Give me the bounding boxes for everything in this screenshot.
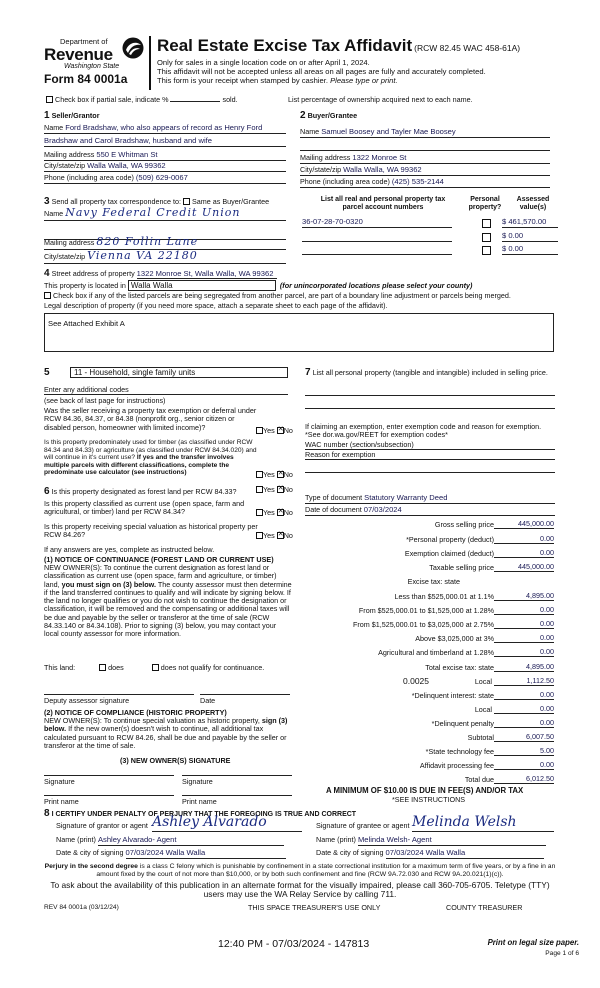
owner-signature-field[interactable]: [44, 775, 174, 776]
deputy-signature-field[interactable]: [44, 694, 194, 695]
grantee-name-row: [316, 836, 546, 846]
partial-sale-row: [46, 96, 238, 104]
personal-property-list: [305, 367, 555, 379]
deputy-signature-label: Deputy assessor signature: [44, 696, 130, 705]
tier1-value[interactable]: 4,895.00: [494, 592, 554, 601]
corr-mail-row: [44, 236, 286, 250]
seller-name-field[interactable]: Ford Bradshaw, who also appears of record as Henry Ford: [65, 123, 263, 132]
grantor-signature-label: Signature of grantor or agent: [56, 821, 148, 830]
partial-sale-label: Check box if partial sale, indicate %: [55, 95, 169, 104]
same-as-buyer-checkbox[interactable]: [183, 198, 190, 205]
timber-no-checkbox[interactable]: [277, 471, 284, 478]
does-qualify-checkbox[interactable]: [99, 664, 106, 671]
form-number: Form 84 0001a: [44, 72, 128, 86]
delinq-state-label: *Delinquent interest: state: [411, 691, 494, 700]
grantor-signature-row: [56, 822, 148, 830]
header-notice: [157, 58, 486, 85]
current-use-no-checkbox[interactable]: [277, 509, 284, 516]
seller-phone-label: Phone (including area code): [44, 173, 134, 182]
assessed-value-field[interactable]: $ 0.00: [502, 232, 558, 242]
wac-label: WAC number (section/subsection): [305, 440, 414, 449]
dept-line2: Revenue: [44, 45, 113, 64]
sold-label: sold.: [222, 95, 238, 104]
owner-print-label: Print name: [44, 797, 79, 806]
buyer-num: 2: [300, 110, 306, 121]
certify-text: I CERTIFY UNDER PENALTY OF PERJURY THAT THE FOREGOING IS TRUE AND CORRECT: [51, 811, 357, 818]
grantee-signature-label: Signature of grantee or agent: [316, 821, 410, 830]
buyer-name-row: [300, 128, 550, 138]
rcw-ref: (RCW 82.45 WAC 458-61A): [414, 43, 521, 53]
exemption-deduct-value[interactable]: 0.00: [494, 549, 554, 558]
swoosh-logo-icon: [120, 36, 146, 60]
segregate-label: Check box if any of the listed parcels are being segregated from another parcel, are part of a boundary line adjustment or parcels being merged.: [53, 291, 511, 300]
subtotal-label: Subtotal: [467, 733, 494, 742]
grantor-name-row: [56, 836, 284, 846]
doc-type-label: Type of document: [305, 493, 363, 502]
grantor-date-label: Date & city of signing: [56, 848, 124, 857]
exemption-question-text: Was the seller receiving a property tax exemption or deferral under RCW 84.36, 84.37, or 84.38 (nonprofit org., senior citizen or disabled person, homeowner with limited income)?: [44, 406, 257, 432]
current-use-answer: [256, 509, 293, 517]
exemption-answer: [256, 427, 293, 435]
sec6-num: 6: [44, 486, 50, 497]
grantee-date-field[interactable]: 07/03/2024 Walla Walla: [386, 849, 544, 859]
revision-code: REV 84 0001a (03/12/24): [44, 904, 119, 911]
total-due-value[interactable]: 6,012.50: [494, 775, 554, 784]
no-label: No: [283, 426, 293, 435]
use-code-select[interactable]: 11 - Household, single family units: [70, 367, 288, 378]
grantor-date-row: [56, 849, 286, 859]
taxable-price-label: Taxable selling price: [429, 563, 494, 572]
delinq-local-label: Local: [474, 705, 492, 714]
exemption-claim-note: If claiming an exemption, enter exemption code and reason for exemption. *See dor.wa.gov/REET for exemption codes*: [305, 422, 542, 440]
forest-no-checkbox[interactable]: [277, 486, 284, 493]
grantor-signature-image[interactable]: [152, 812, 302, 832]
compliance-body-c: If the new owner(s) doesn't wish to continue, all additional tax calculated pursuant to RCW 84.26, shall be due and payable by the seller or transferor at the time of sale.: [44, 724, 287, 750]
sec7-num: 7: [305, 367, 311, 378]
buyer-phone-row: [300, 178, 550, 188]
forest-question-text: Is this property designated as forest land per RCW 84.33?: [51, 487, 237, 496]
this-land-label: This land:: [44, 663, 76, 672]
corr-name-label: Name: [44, 209, 64, 218]
historic-question: Is this property receiving special valuation as historical property per RCW 84.26?: [44, 522, 258, 540]
grantee-name-label: Name (print): [316, 835, 356, 844]
add-codes-label: Enter any additional codes: [44, 385, 129, 394]
buyer-title: Buyer/Grantee: [307, 111, 358, 120]
add-codes-row: [44, 386, 288, 395]
page-number: Page 1 of 6: [545, 950, 579, 957]
buyer-mail-row: [300, 154, 550, 164]
perjury-text: is a class C felony which is punishable by confinement in a state correctional institution for a maximum term of five years, or by a fine in an amount fixed by the court of not more than $10,000, or by both such confinement and fine (RCW 9A.72.030 and RCW 9A.20.021(1)(c)).: [96, 863, 556, 878]
form-title: [157, 36, 520, 56]
timber-question-text: Is this property predominately used for timber (as classified under RCW 84.34 and 84.33) or agriculture (as classified under RCW 84.34.020) and will continue in it's current use?: [44, 439, 257, 462]
seller-num: 1: [44, 110, 50, 121]
forest-yes-checkbox[interactable]: [256, 486, 263, 493]
grantee-signature-scrawl: Melinda Welsh: [412, 814, 517, 830]
corr-mail-label: Mailing address: [44, 238, 95, 247]
continuance-body-a: NEW OWNER(S): To continue the current designation as forest land or classification as current use (open space, farm and agriculture, or timber) land,: [44, 563, 277, 589]
legal-description-box[interactable]: See Attached Exhibit A: [44, 313, 554, 352]
personal-property-checkbox[interactable]: [482, 219, 491, 228]
parcel-header-1: List all real and personal property tax: [320, 196, 446, 203]
grantor-date-field[interactable]: 07/03/2024 Walla Walla: [126, 849, 286, 859]
tech-fee-value[interactable]: 5.00: [494, 747, 554, 756]
assessed-value-field[interactable]: $ 461,570.00: [502, 218, 558, 228]
partial-sale-checkbox[interactable]: [46, 96, 53, 103]
local-value[interactable]: 1,112.50: [494, 677, 554, 686]
seller-city-row: [44, 162, 286, 172]
reason-label: Reason for exemption: [305, 450, 376, 459]
total-due-label: Total due: [464, 775, 494, 784]
personal-deduct-label: *Personal property (deduct): [406, 535, 494, 544]
owner-signature-label-2: Signature: [182, 777, 213, 786]
doc-type-row: [305, 494, 555, 504]
grantee-date-row: [316, 849, 544, 859]
corr-city-field[interactable]: Vienna VA 22180: [87, 249, 198, 262]
compliance-body-b: sign (3) below.: [44, 716, 288, 734]
notice-compliance-body: [44, 717, 294, 750]
penalty-value[interactable]: 0.00: [494, 719, 554, 728]
wac-row: [305, 441, 555, 450]
timber-answer: [256, 471, 293, 479]
header-divider: [149, 36, 151, 90]
minimum-due-note: A MINIMUM OF $10.00 IS DUE IN FEE(S) AND/OR TAX: [326, 786, 524, 795]
seller-city-label: City/state/zip: [44, 161, 86, 170]
grantee-date-label: Date & city of signing: [316, 848, 384, 857]
owner-signature-label: Signature: [44, 777, 75, 786]
perjury-notice: [44, 863, 556, 879]
treasurer-use: THIS SPACE TREASURER'S USE ONLY: [248, 903, 381, 912]
excise-state-label: Excise tax: state: [407, 577, 460, 586]
tier3-value[interactable]: 0.00: [494, 620, 554, 629]
legal-size-note: Print on legal size paper.: [487, 938, 579, 947]
corr-label: Send all property tax correspondence to:: [51, 197, 182, 206]
penalty-label: *Delinquent penalty: [431, 719, 494, 728]
seller-mail-label: Mailing address: [44, 150, 95, 159]
taxable-price-value[interactable]: 445,000.00: [494, 563, 554, 572]
buyer-name-label: Name: [300, 127, 320, 136]
notice-compliance-title: (2) NOTICE OF COMPLIANCE (HISTORIC PROPERTY): [44, 708, 227, 717]
new-owner-signature-title: (3) NEW OWNER(S) SIGNATURE: [120, 756, 231, 765]
seller-mail-row: [44, 151, 286, 161]
parcel-number-field[interactable]: [302, 245, 452, 255]
tier4-value[interactable]: 0.00: [494, 634, 554, 643]
gross-price-label: Gross selling price: [434, 520, 494, 529]
total-state-value[interactable]: 4,895.00: [494, 663, 554, 672]
notice-line3: [157, 76, 486, 85]
reason-field-2[interactable]: [305, 472, 555, 473]
dor-logo: [42, 38, 152, 98]
notice-continuance-body: [44, 564, 292, 639]
continuance-body-b: you must sign on (3) below.: [61, 579, 156, 589]
personal-property-label: List all personal property (tangible and intangible) included in selling price.: [312, 368, 548, 377]
historic-yes-checkbox[interactable]: [256, 532, 263, 539]
alt-format-notice: To ask about the availability of this publication in an alternate format for the visually impaired, please call 360-705-6705. Teletype (TTY) users may use the WA Relay Service by calling 711.: [50, 880, 550, 900]
corr-city-row: [44, 250, 286, 264]
delinq-local-value[interactable]: 0.00: [494, 705, 554, 714]
cashier-stamp: 12:40 PM - 07/03/2024 - 147813: [218, 938, 370, 950]
personal-property-checkbox[interactable]: [482, 233, 491, 242]
assessed-header-1: Assessed: [516, 196, 550, 203]
county-treasurer: COUNTY TREASURER: [446, 903, 523, 912]
street-label: Street address of property: [51, 269, 135, 278]
doc-date-row: [305, 506, 555, 516]
corr-name-field[interactable]: Navy Federal Credit Union: [65, 206, 241, 219]
parcel-row: [302, 232, 558, 242]
tier1-label: Less than $525,000.01 at 1.1%: [394, 592, 494, 601]
forest-question: [44, 486, 258, 498]
subtotal-value[interactable]: 6,007.50: [494, 733, 554, 742]
grantor-name-field[interactable]: Ashley Alvarado- Agent: [98, 836, 284, 846]
no-label: No: [283, 508, 293, 517]
yes-label: Yes: [263, 531, 275, 540]
parcel-row: [302, 218, 558, 228]
exemption-yes-checkbox[interactable]: [256, 427, 263, 434]
does-not-qualify-checkbox[interactable]: [152, 664, 159, 671]
this-land-row: [44, 664, 294, 672]
historic-no-checkbox[interactable]: [277, 532, 284, 539]
sec5-num: 5: [44, 367, 50, 378]
local-rate: 0.0025: [403, 676, 429, 686]
forest-answer: [256, 486, 293, 494]
type-or-print: Please type or print.: [330, 76, 398, 86]
seller-name-row: [44, 124, 286, 134]
notice-continuance-title: (1) NOTICE OF CONTINUANCE (FOREST LAND OR CURRENT USE): [44, 555, 274, 564]
affidavit-fee-label: Affidavit processing fee: [419, 761, 494, 770]
timber-question-bold: If yes and the transfer involves multiple parcels with different classifications, complete the predominate use calculator (see instructions): [44, 454, 234, 477]
seller-mail-field[interactable]: 550 E Whitman St: [96, 150, 158, 159]
deputy-date-label: Date: [200, 696, 216, 705]
does-label: does: [108, 663, 124, 672]
notice-line2: This affidavit will not be accepted unless all areas on all pages are fully and accurately completed.: [157, 67, 486, 77]
current-use-yes-checkbox[interactable]: [256, 509, 263, 516]
grantee-signature-image[interactable]: [412, 812, 554, 832]
parcel-number-field[interactable]: [302, 232, 452, 242]
assessed-header-2: value(s): [519, 204, 547, 212]
owner-print-label-2: Print name: [182, 797, 217, 806]
personal-property-field[interactable]: [305, 395, 555, 396]
seller-heading: [44, 110, 100, 122]
location-row: [44, 280, 472, 291]
exemption-no-checkbox[interactable]: [277, 427, 284, 434]
legal-label: Legal description of property (if you need more space, attach a separate sheet to each page of the affidavit).: [44, 301, 388, 310]
notice-line3-text: This form is your receipt when stamped by cashier.: [157, 76, 328, 86]
no-label: No: [283, 531, 293, 540]
owner-print-field-2[interactable]: [182, 795, 292, 796]
parcel-number-field[interactable]: 36-07-28-70-0320: [302, 218, 452, 228]
title-text: Real Estate Excise Tax Affidavit: [157, 36, 413, 55]
segregate-row: [44, 292, 511, 300]
buyer-phone-field[interactable]: (425) 535-2144: [391, 177, 444, 186]
buyer-name-field[interactable]: Samuel Boosey and Tayler Mae Boosey: [321, 127, 456, 136]
buyer-heading: [300, 110, 357, 122]
corr-name-row: [44, 207, 286, 221]
no-label: No: [283, 470, 293, 479]
see-instructions: *SEE INSTRUCTIONS: [392, 795, 466, 804]
reason-row: [305, 451, 555, 460]
tier2-label: From $525,000.01 to $1,525,000 at 1.28%: [358, 606, 494, 615]
agri-value[interactable]: 0.00: [494, 648, 554, 657]
gross-price-value[interactable]: 445,000.00: [494, 520, 554, 529]
delinq-state-value[interactable]: 0.00: [494, 691, 554, 700]
personal-header-2: property?: [468, 204, 502, 212]
assessed-value-field[interactable]: $ 0.00: [502, 245, 558, 255]
historic-answer: [256, 532, 293, 540]
location-label: This property is located in: [44, 281, 126, 290]
timber-question: [44, 439, 258, 477]
buyer-mail-label: Mailing address: [300, 153, 351, 162]
see-back-note: (see back of last page for instructions): [44, 396, 166, 405]
personal-header: [462, 196, 508, 212]
perjury-bold: Perjury in the second degree: [44, 863, 138, 870]
tier4-label: Above $3,025,000 at 3%: [415, 634, 494, 643]
dept-line1: Department of: [60, 37, 108, 46]
tier2-value[interactable]: 0.00: [494, 606, 554, 615]
parcel-row: [302, 245, 558, 255]
local-label: Local: [474, 677, 492, 686]
property-street-row: [44, 268, 364, 280]
assessed-header: [510, 196, 556, 212]
does-not-label: does not qualify for continuance.: [160, 663, 265, 672]
location-select[interactable]: Walla Walla: [128, 280, 276, 291]
personal-header-1: Personal: [470, 196, 500, 203]
grantor-signature-scrawl: Ashley Alvarado: [152, 814, 267, 830]
street-field[interactable]: 1322 Monroe St, Walla Walla, WA 99362: [137, 269, 278, 279]
buyer-phone-label: Phone (including area code): [300, 177, 390, 186]
corr-city-label: City/state/zip: [44, 252, 86, 261]
complete-note: If any answers are yes, complete as instructed below.: [44, 545, 215, 554]
dept-line3: Washington State: [64, 63, 120, 70]
current-use-question: Is this property classified as current use (open space, farm and agricultural, or timber) land per RCW 84.34?: [44, 499, 245, 517]
seller-name-field-2[interactable]: Bradshaw and Carol Bradshaw, husband and wife: [44, 137, 286, 147]
timber-yes-checkbox[interactable]: [256, 471, 263, 478]
exemption-deduct-label: Exemption claimed (deduct): [404, 549, 494, 558]
corr-mail-field[interactable]: 820 Follin Lane: [96, 235, 199, 248]
personal-deduct-value[interactable]: 0.00: [494, 535, 554, 544]
property-num: 4: [44, 268, 50, 279]
parcel-header-2: parcel account numbers: [342, 204, 424, 212]
corr-num: 3: [44, 196, 50, 207]
seller-city-field[interactable]: Walla Walla, WA 99362: [87, 161, 166, 170]
yes-label: Yes: [263, 470, 275, 479]
tech-fee-label: *State technology fee: [425, 747, 494, 756]
buyer-mail-field[interactable]: 1322 Monroe St: [352, 153, 407, 162]
owner-signature-field-2[interactable]: [182, 775, 292, 776]
buyer-name-field-2[interactable]: [300, 141, 550, 151]
seller-title: Seller/Grantor: [51, 111, 100, 120]
notice-line1: Only for sales in a single location code on or after April 1, 2024.: [157, 58, 370, 67]
total-state-label: Total excise tax: state: [425, 663, 494, 672]
exemption-question: [44, 407, 258, 432]
buyer-city-field[interactable]: Walla Walla, WA 99362: [343, 165, 422, 174]
buyer-city-row: [300, 166, 550, 176]
sec8-num: 8: [44, 808, 50, 819]
personal-property-field-2[interactable]: [305, 408, 555, 409]
parcel-header: [306, 196, 460, 212]
ownership-note: List percentage of ownership acquired next to each name.: [288, 95, 473, 104]
compliance-body-a: NEW OWNER(S): To continue special valuation as historic property,: [44, 716, 260, 725]
continuance-body-c: The county assessor must then determine if the land transferred continues to qualify and will indicate by signing below. If the land no longer qualifies or you do not wish to continue the designation or classification, it will be removed and the compensating or additional taxes will be due and payable by the seller or transferor at the time of sale (RCW 84.33.140 or 84.34.108). Prior to signing (3) below, you may contact your local county assessor for more information.: [44, 579, 292, 639]
yes-label: Yes: [263, 508, 275, 517]
grantee-signature-row: [316, 822, 410, 830]
segregate-checkbox[interactable]: [44, 292, 51, 299]
same-as-buyer-label: Same as Buyer/Grantee: [192, 197, 270, 206]
partial-sale-pct-field[interactable]: [170, 101, 220, 102]
yes-label: Yes: [263, 485, 275, 494]
yes-label: Yes: [263, 426, 275, 435]
doc-date-label: Date of document: [305, 505, 362, 514]
agri-label: Agricultural and timberland at 1.28%: [378, 648, 494, 657]
grantee-name-field[interactable]: Melinda Welsh- Agent: [358, 836, 546, 846]
buyer-city-label: City/state/zip: [300, 165, 342, 174]
affidavit-fee-value[interactable]: 0.00: [494, 761, 554, 770]
deputy-date-field[interactable]: [200, 694, 290, 695]
doc-date-field[interactable]: 07/03/2024: [363, 505, 402, 514]
tier3-label: From $1,525,000.01 to $3,025,000 at 2.75%: [352, 620, 494, 629]
owner-print-field[interactable]: [44, 795, 174, 796]
location-note: (for unincorporated locations please select your county): [279, 281, 473, 290]
no-label: No: [283, 485, 293, 494]
grantor-name-label: Name (print): [56, 835, 96, 844]
doc-type-field[interactable]: Statutory Warranty Deed: [364, 493, 448, 502]
personal-property-checkbox[interactable]: [482, 246, 491, 255]
seller-name-label: Name: [44, 123, 64, 132]
seller-phone-field[interactable]: (509) 629-0067: [135, 173, 188, 182]
seller-phone-row: [44, 174, 286, 184]
